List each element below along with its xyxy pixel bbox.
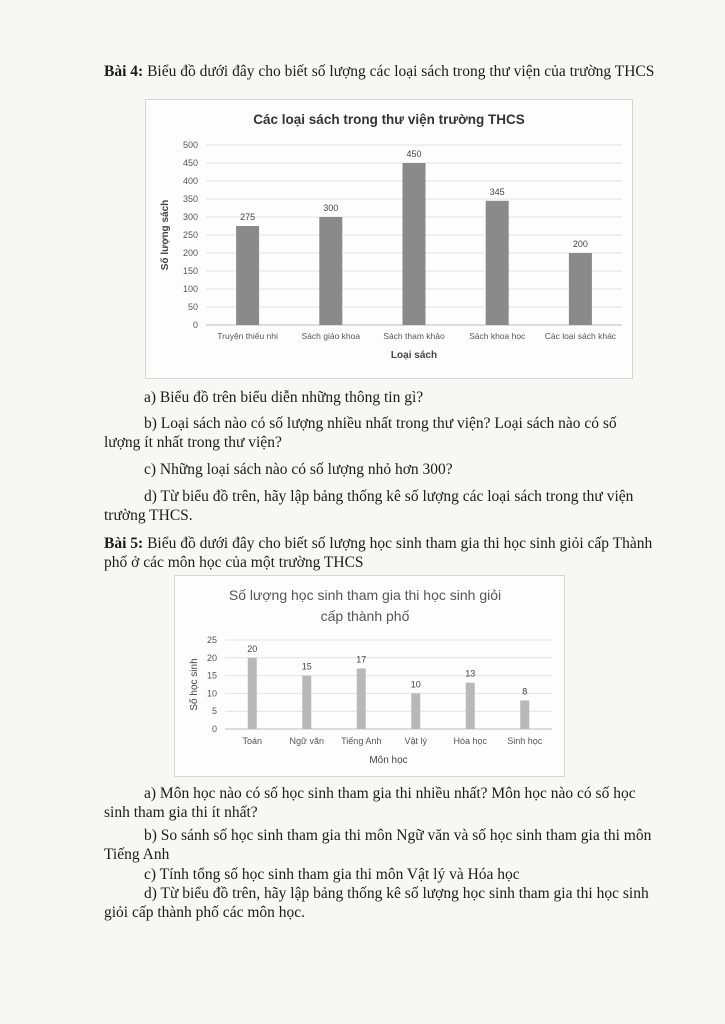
y-tick-label: 300 [182,212,198,222]
bai4-question-c: c) Những loại sách nào có số lượng nhỏ hơn 300? [144,461,453,478]
bai4-prompt [104,62,656,81]
x-axis-label: Môn học [369,755,408,766]
bar-value-label: 15 [301,661,312,672]
bai4-text: Biểu đồ dưới đây cho biết số lượng các loại sách trong thư viện của trường THCS [143,63,655,80]
y-tick-label: 150 [182,266,198,276]
chart-title: Các loại sách trong thư viện trường THCS [253,112,525,127]
y-axis-label: Số lượng sách [160,199,171,271]
bai5-prompt [104,534,656,572]
x-tick-label: Vật lý [404,736,428,746]
chart-students [174,575,565,777]
bai5-question-b: b) So sánh số học sinh tham gia thi môn Ngữ văn và số học sinh tham gia thi môn Tiếng Anh [104,827,652,863]
bar [466,683,475,729]
y-axis-label: Số học sinh [189,658,200,711]
y-tick-label: 200 [182,248,198,258]
x-axis-label: Loại sách [390,350,438,361]
bar [357,668,366,729]
y-tick-label: 50 [187,302,198,312]
bai4-label: Bài 4: [104,63,144,80]
chart-books [145,99,633,379]
bai5-question-c: c) Tính tổng số học sinh tham gia thi môn Vật lý và Hóa học [144,866,520,883]
bar-value-label: 17 [356,654,367,665]
bar [236,226,259,325]
chart-students-svg [175,576,564,776]
y-tick-label: 25 [206,635,217,645]
bar-value-label: 450 [406,149,422,159]
y-tick-label: 20 [206,652,217,663]
bar-value-label: 345 [489,186,505,197]
bai5-question-a: a) Môn học nào có số học sinh tham gia thi nhiều nhất? Môn học nào có số học sinh tham gia thi ít nhất? [104,785,636,821]
bar [520,701,529,729]
x-tick-label: Tiếng Anh [341,736,382,746]
y-tick-label: 100 [182,284,198,294]
bar-value-label: 275 [240,212,256,222]
bar [403,163,426,325]
bai4-question-a: a) Biểu đồ trên biểu diễn những thông tin gì? [144,389,424,406]
bar [248,658,257,729]
x-tick-label: Sách tham khảo [383,331,445,341]
bar [302,676,311,729]
bar-value-label: 13 [465,668,476,679]
bai5-label: Bài 5: [104,535,144,552]
y-tick-label: 15 [206,670,217,681]
bai5-question-d: d) Từ biểu đồ trên, hãy lập bảng thống kê số lượng học sinh tham gia thi học sinh giỏi cấp thành phố các môn học. [104,885,649,921]
bar [569,253,592,325]
y-tick-label: 350 [182,194,198,204]
x-tick-label: Sách khoa học [469,331,526,341]
bar-value-label: 200 [572,239,588,249]
bar-value-label: 8 [522,686,528,697]
y-tick-label: 400 [182,176,198,186]
bar [486,201,509,325]
bai4-question-b: b) Loại sách nào có số lượng nhiều nhất trong thư viện? Loại sách nào có số lượng ít nhất trong thư viện? [104,415,617,451]
x-tick-label: Các loại sách khác [544,331,617,341]
y-tick-label: 450 [182,158,198,168]
y-tick-label: 0 [211,724,217,734]
bar [411,693,420,729]
bar-value-label: 20 [247,643,258,654]
y-tick-label: 0 [192,320,198,330]
chart-title-line: Số lượng học sinh tham gia thi học sinh giỏi [228,587,502,603]
x-tick-label: Truyện thiếu nhi [217,331,278,341]
y-tick-label: 500 [182,140,198,150]
y-tick-label: 250 [182,230,198,240]
chart-title-line: cấp thành phố [320,608,410,624]
bar-value-label: 300 [323,203,339,213]
chart-books-svg [146,100,632,378]
y-tick-label: 10 [206,688,217,699]
bai5-text: Biểu đồ dưới đây cho biết số lượng học sinh tham gia thi học sinh giỏi cấp Thành phố ở các môn học của một trường THCS [104,535,653,571]
x-tick-label: Toán [242,736,263,746]
x-tick-label: Ngữ văn [289,736,325,746]
x-tick-label: Sinh học [507,736,543,746]
bai4-question-d: d) Từ biểu đồ trên, hãy lập bảng thống kê số lượng các loại sách trong thư viện trường THCS. [104,488,634,524]
x-tick-label: Sách giáo khoa [301,331,361,341]
x-tick-label: Hóa học [453,736,488,746]
y-tick-label: 5 [211,706,217,717]
bar [319,217,342,325]
bar-value-label: 10 [410,679,421,690]
